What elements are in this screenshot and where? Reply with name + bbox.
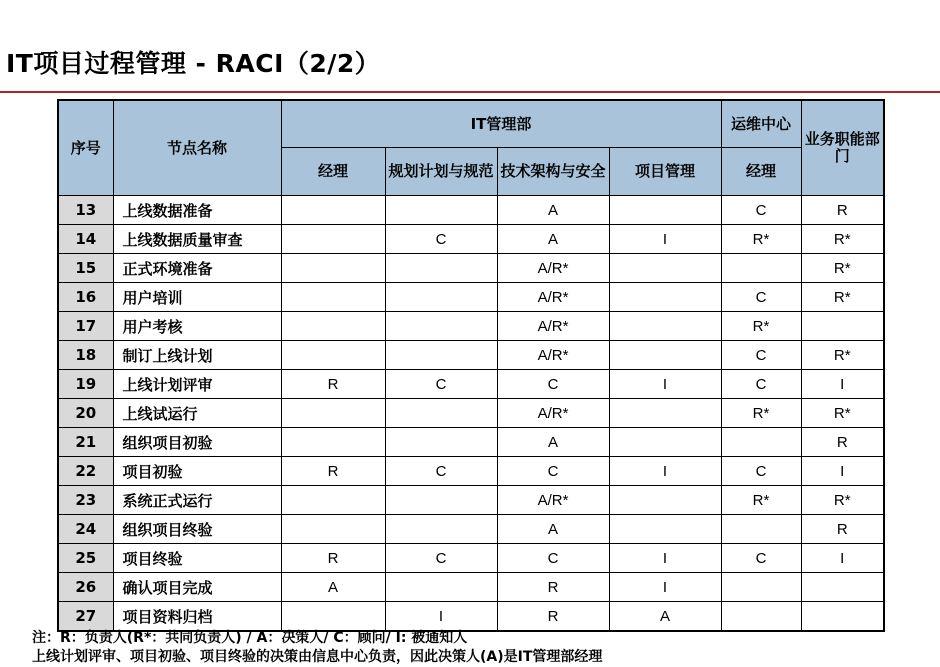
cell-planning: C	[385, 225, 497, 254]
cell-ops-manager: R*	[721, 399, 801, 428]
row-seq: 23	[58, 486, 113, 515]
table-row	[58, 370, 884, 399]
cell-architecture: C	[497, 544, 609, 573]
cell-architecture: R	[497, 573, 609, 602]
cell-it-manager: R	[281, 457, 385, 486]
row-node-name: 上线数据质量审查	[113, 225, 281, 254]
cell-project-mgmt: I	[609, 544, 721, 573]
cell-ops-manager: R*	[721, 312, 801, 341]
cell-business: R*	[801, 225, 884, 254]
row-seq: 15	[58, 254, 113, 283]
row-node-name: 正式环境准备	[113, 254, 281, 283]
cell-ops-manager: C	[721, 370, 801, 399]
cell-planning	[385, 196, 497, 225]
cell-it-manager	[281, 428, 385, 457]
cell-it-manager	[281, 486, 385, 515]
table-row	[58, 341, 884, 370]
cell-business: R*	[801, 486, 884, 515]
row-node-name: 用户培训	[113, 283, 281, 312]
cell-project-mgmt: I	[609, 457, 721, 486]
header-project-mgmt: 项目管理	[609, 148, 721, 196]
cell-project-mgmt	[609, 196, 721, 225]
cell-planning	[385, 254, 497, 283]
table-row	[58, 515, 884, 544]
cell-ops-manager	[721, 428, 801, 457]
cell-planning	[385, 486, 497, 515]
cell-architecture: A/R*	[497, 341, 609, 370]
row-node-name: 项目初验	[113, 457, 281, 486]
cell-project-mgmt: I	[609, 573, 721, 602]
cell-business: R	[801, 515, 884, 544]
table-row	[58, 254, 884, 283]
cell-project-mgmt	[609, 428, 721, 457]
cell-it-manager	[281, 312, 385, 341]
cell-business	[801, 573, 884, 602]
cell-architecture: A	[497, 428, 609, 457]
row-seq: 17	[58, 312, 113, 341]
decision-note: 上线计划评审、项目初验、项目终验的决策由信息中心负责，因此决策人(A)是IT管理部经理	[32, 649, 603, 665]
row-node-name: 项目终验	[113, 544, 281, 573]
cell-planning	[385, 399, 497, 428]
row-seq: 21	[58, 428, 113, 457]
raci-table	[57, 99, 885, 632]
row-seq: 22	[58, 457, 113, 486]
cell-ops-manager: R*	[721, 486, 801, 515]
row-seq: 14	[58, 225, 113, 254]
row-node-name: 用户考核	[113, 312, 281, 341]
cell-business: R*	[801, 283, 884, 312]
cell-architecture: A	[497, 515, 609, 544]
row-seq: 19	[58, 370, 113, 399]
cell-project-mgmt	[609, 399, 721, 428]
cell-ops-manager	[721, 602, 801, 632]
cell-planning	[385, 341, 497, 370]
table-row	[58, 457, 884, 486]
row-node-name: 上线计划评审	[113, 370, 281, 399]
cell-business: R*	[801, 341, 884, 370]
row-node-name: 项目资料归档	[113, 602, 281, 632]
cell-planning: C	[385, 457, 497, 486]
table-row	[58, 225, 884, 254]
cell-planning	[385, 428, 497, 457]
table-row	[58, 196, 884, 225]
cell-business	[801, 312, 884, 341]
cell-business: I	[801, 457, 884, 486]
cell-project-mgmt	[609, 283, 721, 312]
cell-architecture: A	[497, 225, 609, 254]
title-divider	[0, 91, 940, 93]
cell-it-manager	[281, 399, 385, 428]
cell-ops-manager: C	[721, 457, 801, 486]
legend-note: 注：R：负责人(R*：共同负责人) / A：决策人/ C：顾问/ I: 被通知人	[32, 630, 468, 646]
cell-planning	[385, 283, 497, 312]
table-row	[58, 602, 884, 632]
cell-business: I	[801, 544, 884, 573]
cell-project-mgmt	[609, 312, 721, 341]
cell-ops-manager	[721, 573, 801, 602]
cell-architecture: A/R*	[497, 254, 609, 283]
table-row	[58, 486, 884, 515]
row-seq: 16	[58, 283, 113, 312]
cell-project-mgmt	[609, 254, 721, 283]
row-seq: 18	[58, 341, 113, 370]
cell-it-manager	[281, 225, 385, 254]
cell-planning: C	[385, 370, 497, 399]
cell-ops-manager: C	[721, 341, 801, 370]
cell-it-manager	[281, 254, 385, 283]
cell-it-manager	[281, 283, 385, 312]
cell-project-mgmt: I	[609, 370, 721, 399]
cell-architecture: R	[497, 602, 609, 632]
cell-architecture: A	[497, 196, 609, 225]
header-node-name: 节点名称	[113, 100, 281, 196]
row-node-name: 组织项目初验	[113, 428, 281, 457]
header-seq: 序号	[58, 100, 113, 196]
cell-architecture: A/R*	[497, 486, 609, 515]
row-node-name: 组织项目终验	[113, 515, 281, 544]
cell-ops-manager	[721, 515, 801, 544]
header-planning: 规划计划与规范	[385, 148, 497, 196]
row-seq: 25	[58, 544, 113, 573]
table-row	[58, 573, 884, 602]
row-node-name: 制订上线计划	[113, 341, 281, 370]
cell-project-mgmt	[609, 486, 721, 515]
cell-architecture: A/R*	[497, 312, 609, 341]
table-row	[58, 428, 884, 457]
cell-business: R*	[801, 254, 884, 283]
cell-business: R	[801, 428, 884, 457]
cell-architecture: A/R*	[497, 399, 609, 428]
cell-planning: I	[385, 602, 497, 632]
row-node-name: 系统正式运行	[113, 486, 281, 515]
cell-it-manager	[281, 602, 385, 632]
cell-it-manager	[281, 515, 385, 544]
cell-architecture: A/R*	[497, 283, 609, 312]
page-title: IT项目过程管理 - RACI（2/2）	[6, 49, 381, 78]
cell-architecture: C	[497, 457, 609, 486]
header-business-dept: 业务职能部门	[801, 100, 884, 196]
cell-ops-manager: C	[721, 196, 801, 225]
row-seq: 27	[58, 602, 113, 632]
cell-business	[801, 602, 884, 632]
header-it-dept: IT管理部	[281, 100, 721, 148]
table-row	[58, 283, 884, 312]
cell-it-manager: A	[281, 573, 385, 602]
cell-it-manager: R	[281, 370, 385, 399]
cell-business: I	[801, 370, 884, 399]
cell-it-manager: R	[281, 544, 385, 573]
row-seq: 13	[58, 196, 113, 225]
header-architecture: 技术架构与安全	[497, 148, 609, 196]
cell-project-mgmt	[609, 515, 721, 544]
cell-planning	[385, 573, 497, 602]
header-ops-manager: 经理	[721, 148, 801, 196]
row-seq: 24	[58, 515, 113, 544]
cell-ops-manager	[721, 254, 801, 283]
cell-planning	[385, 312, 497, 341]
cell-planning	[385, 515, 497, 544]
cell-project-mgmt	[609, 341, 721, 370]
cell-ops-manager: C	[721, 544, 801, 573]
cell-it-manager	[281, 196, 385, 225]
row-seq: 26	[58, 573, 113, 602]
cell-architecture: C	[497, 370, 609, 399]
cell-planning: C	[385, 544, 497, 573]
row-node-name: 上线数据准备	[113, 196, 281, 225]
header-it-manager: 经理	[281, 148, 385, 196]
cell-project-mgmt: A	[609, 602, 721, 632]
row-node-name: 确认项目完成	[113, 573, 281, 602]
cell-project-mgmt: I	[609, 225, 721, 254]
cell-ops-manager: C	[721, 283, 801, 312]
cell-business: R*	[801, 399, 884, 428]
cell-ops-manager: R*	[721, 225, 801, 254]
header-ops-center: 运维中心	[721, 100, 801, 148]
table-row	[58, 399, 884, 428]
table-row	[58, 312, 884, 341]
table-row	[58, 544, 884, 573]
row-node-name: 上线试运行	[113, 399, 281, 428]
cell-it-manager	[281, 341, 385, 370]
cell-business: R	[801, 196, 884, 225]
row-seq: 20	[58, 399, 113, 428]
